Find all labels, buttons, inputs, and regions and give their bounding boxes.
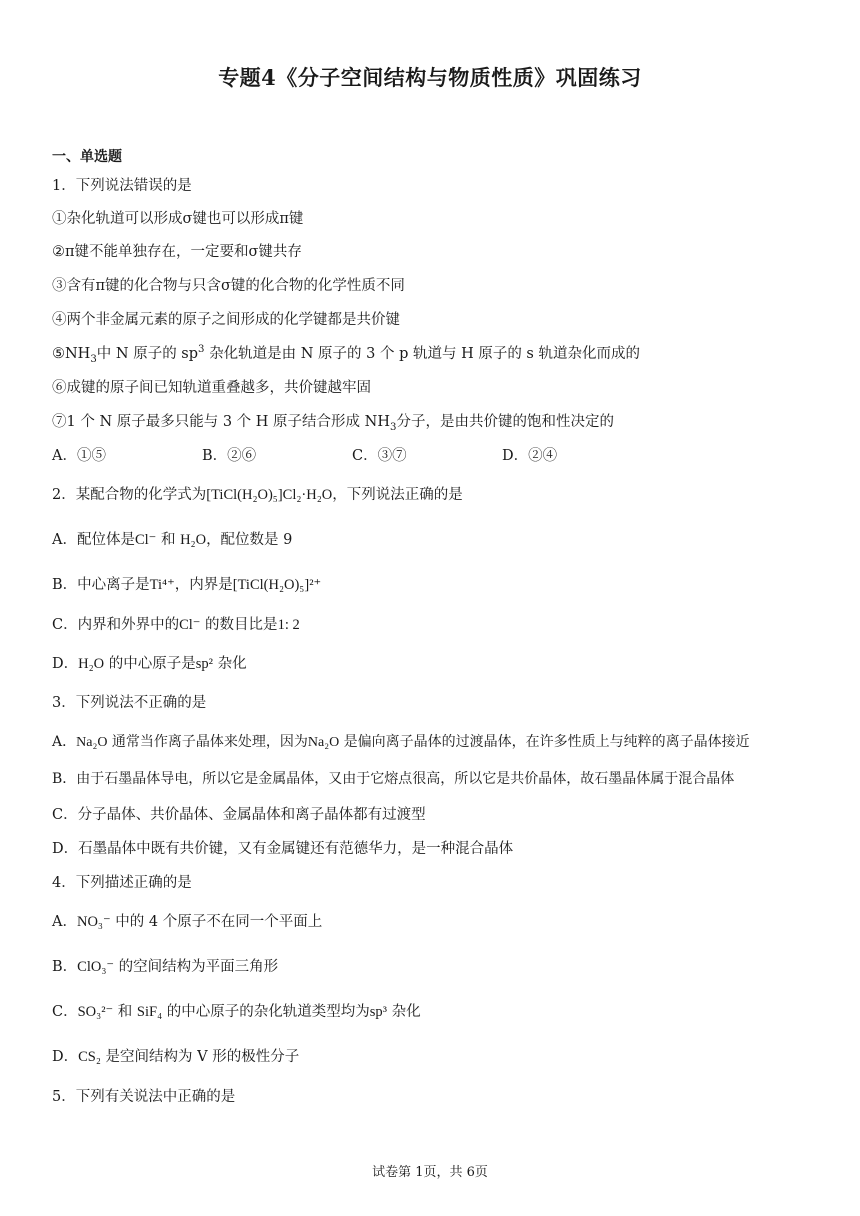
q2-option-a[interactable]: A．配位体是Cl⁻ 和 H₂O，配位数是 9 <box>52 532 293 548</box>
q1-options <box>52 444 557 465</box>
q1-statement-4: ④两个非金属元素的原子之间形成的化学键都是共价键 <box>52 312 400 328</box>
question-5-stem: 5．下列有关说法中正确的是 <box>52 1089 236 1105</box>
q4-option-c[interactable]: C．SO₃²⁻ 和 SiF₄ 的中心原子的杂化轨道类型均为sp³ 杂化 <box>52 1004 421 1020</box>
q1-statement-6: ⑥成键的原子间已知轨道重叠越多，共价键越牢固 <box>52 380 371 396</box>
page-title: 专题4《分子空间结构与物质性质》巩固练习 <box>218 65 642 90</box>
q4-option-b[interactable]: B．ClO₃⁻ 的空间结构为平面三角形 <box>52 959 279 975</box>
question-3-stem: 3．下列说法不正确的是 <box>52 695 207 711</box>
q2-formula: [TiCl(H₂O)₅]Cl₂·H₂O <box>206 487 333 503</box>
q2-option-c[interactable]: C．内界和外界中的Cl⁻ 的数目比是1: 2 <box>52 617 300 633</box>
question-2-stem: 2．某配合物的化学式为[TiCl(H₂O)₅]Cl₂·H₂O，下列说法正确的是 <box>52 487 463 503</box>
q1-statement-2: ②π键不能单独存在，一定要和σ键共存 <box>52 244 302 260</box>
page-footer: 试卷第 1页，共 6页 <box>372 1165 488 1180</box>
q1-option-d[interactable]: D．②④ <box>502 448 558 464</box>
q1-statement-1: ①杂化轨道可以形成σ键也可以形成π键 <box>52 211 304 227</box>
question-1-stem: 1．下列说法错误的是 <box>52 178 192 194</box>
q4-option-d[interactable]: D．CS₂ 是空间结构为 V 形的极性分子 <box>52 1049 300 1065</box>
section-heading: 一、单选题 <box>52 149 122 165</box>
q1-option-c[interactable]: C．③⑦ <box>352 448 407 464</box>
q1-statement-3: ③含有π键的化合物与只含σ键的化合物的化学性质不同 <box>52 278 405 294</box>
q4-option-a[interactable]: A．NO₃⁻ 中的 4 个原子不在同一个平面上 <box>52 914 323 930</box>
q1-option-b[interactable]: B．②⑥ <box>202 448 257 464</box>
q3-option-d[interactable]: D．石墨晶体中既有共价键，又有金属键还有范德华力，是一种混合晶体 <box>52 841 514 857</box>
q1-option-a[interactable]: A．①⑤ <box>52 448 106 464</box>
q1-statement-7: ⑦1 个 N 原子最多只能与 3 个 H 原子结合形成 $NH_3$分子，是由共价键的饱和性决定的 <box>52 414 614 433</box>
q2-option-d[interactable]: D．H₂O 的中心原子是sp² 杂化 <box>52 656 247 672</box>
q1-statement-5: $⑤NH_3$中 N 原子的 $sp^3$ 杂化轨道是由 N 原子的 3 个 p 轨道与 H 原子的 s 轨道杂化而成的 <box>52 344 640 365</box>
question-4-stem: 4．下列描述正确的是 <box>52 875 192 891</box>
q2-option-b[interactable]: B．中心离子是Ti⁴⁺，内界是[TiCl(H₂O)₅]²⁺ <box>52 577 322 593</box>
q3-option-a[interactable]: A．Na₂O 通常当作离子晶体来处理，因为Na₂O 是偏向离子晶体的过渡晶体，在许多性质上与纯粹的离子晶体接近 <box>52 734 750 750</box>
q3-option-c[interactable]: C．分子晶体、共价晶体、金属晶体和离子晶体都有过渡型 <box>52 807 426 823</box>
q3-option-b[interactable]: B．由于石墨晶体导电，所以它是金属晶体，又由于它熔点很高，所以它是共价晶体，故石墨晶体属于混合晶体 <box>52 771 735 787</box>
